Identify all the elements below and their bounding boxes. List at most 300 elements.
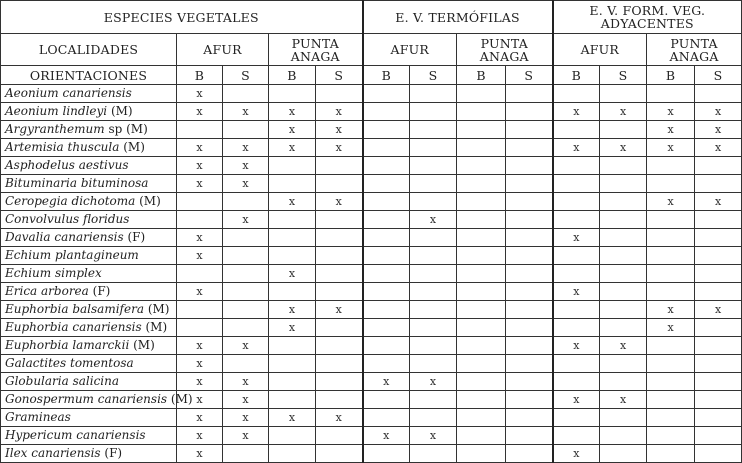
presence-cell: x: [223, 211, 269, 229]
species-binomial: Echium plantagineum: [5, 248, 139, 262]
presence-cell: x: [223, 157, 269, 175]
species-name: [1, 319, 177, 337]
species-binomial: Bituminaria bituminosa: [5, 176, 149, 190]
presence-cell: [457, 229, 506, 247]
presence-cell: [647, 337, 695, 355]
presence-cell: [506, 193, 553, 211]
presence-cell: [647, 175, 695, 193]
presence-cell: [223, 247, 269, 265]
presence-cell: [553, 175, 600, 193]
presence-cell: [695, 409, 742, 427]
species-binomial: Euphorbia balsamifera: [5, 302, 144, 316]
species-name: [1, 247, 177, 265]
header-punta-anaga: [269, 34, 363, 66]
presence-cell: [410, 355, 457, 373]
presence-cell: x: [177, 409, 223, 427]
presence-cell: [457, 193, 506, 211]
species-binomial: Ilex canariensis: [5, 446, 101, 460]
presence-cell: [457, 355, 506, 373]
species-name: [1, 283, 177, 301]
presence-cell: x: [223, 103, 269, 121]
presence-cell: [269, 445, 316, 463]
presence-cell: x: [177, 247, 223, 265]
presence-cell: [506, 139, 553, 157]
presence-cell: x: [695, 301, 742, 319]
presence-cell: [457, 283, 506, 301]
presence-cell: [553, 409, 600, 427]
presence-cell: [269, 175, 316, 193]
presence-cell: [316, 445, 363, 463]
presence-cell: [647, 85, 695, 103]
presence-cell: [316, 373, 363, 391]
presence-cell: x: [553, 103, 600, 121]
presence-cell: [363, 337, 410, 355]
presence-cell: x: [269, 139, 316, 157]
species-name: [1, 157, 177, 175]
presence-cell: [457, 103, 506, 121]
table-row: [1, 319, 742, 337]
presence-cell: x: [177, 373, 223, 391]
presence-cell: [600, 175, 647, 193]
species-binomial: Convolvulus floridus: [5, 212, 130, 226]
presence-cell: x: [223, 373, 269, 391]
presence-cell: x: [410, 427, 457, 445]
presence-cell: x: [177, 391, 223, 409]
presence-cell: [600, 301, 647, 319]
presence-cell: x: [223, 175, 269, 193]
presence-cell: [316, 391, 363, 409]
presence-cell: [553, 121, 600, 139]
presence-cell: [506, 391, 553, 409]
table-row: [1, 373, 742, 391]
table-row: [1, 409, 742, 427]
orientation-s: S: [506, 66, 553, 85]
presence-cell: [506, 355, 553, 373]
presence-cell: [506, 265, 553, 283]
presence-cell: [647, 409, 695, 427]
presence-cell: [506, 301, 553, 319]
presence-cell: x: [316, 193, 363, 211]
presence-cell: [363, 85, 410, 103]
species-binomial: Gramineas: [5, 410, 71, 424]
species-name: [1, 85, 177, 103]
presence-cell: x: [269, 319, 316, 337]
presence-cell: [457, 121, 506, 139]
presence-cell: x: [177, 103, 223, 121]
table-row: [1, 265, 742, 283]
header-form-veg-line2: ADYACENTES: [600, 16, 694, 31]
species-note: (F): [104, 446, 123, 460]
species-note: (M): [145, 320, 168, 334]
presence-cell: [457, 391, 506, 409]
presence-cell: x: [269, 193, 316, 211]
presence-cell: [363, 409, 410, 427]
presence-cell: [600, 229, 647, 247]
presence-cell: x: [177, 157, 223, 175]
presence-cell: [363, 391, 410, 409]
presence-cell: [410, 229, 457, 247]
presence-cell: [695, 265, 742, 283]
presence-cell: [316, 265, 363, 283]
presence-cell: [269, 247, 316, 265]
presence-cell: [316, 283, 363, 301]
species-name: [1, 337, 177, 355]
header-termofilas: E. V. TERMÓFILAS: [363, 1, 553, 34]
presence-cell: [695, 157, 742, 175]
presence-cell: [410, 175, 457, 193]
presence-cell: [269, 391, 316, 409]
table-row: [1, 355, 742, 373]
presence-cell: [363, 355, 410, 373]
presence-cell: [647, 391, 695, 409]
table-row: [1, 139, 742, 157]
presence-cell: [647, 445, 695, 463]
presence-cell: [363, 103, 410, 121]
species-note: sp (M): [108, 122, 148, 136]
presence-cell: [316, 247, 363, 265]
species-name: [1, 193, 177, 211]
presence-cell: x: [647, 319, 695, 337]
presence-cell: [553, 319, 600, 337]
presence-cell: [600, 409, 647, 427]
presence-cell: x: [316, 103, 363, 121]
presence-cell: [647, 427, 695, 445]
presence-cell: [269, 373, 316, 391]
presence-cell: [410, 337, 457, 355]
header-form-veg: [553, 1, 742, 34]
presence-cell: [316, 211, 363, 229]
presence-cell: [457, 301, 506, 319]
presence-cell: [647, 247, 695, 265]
presence-cell: [695, 283, 742, 301]
orientation-s: S: [410, 66, 457, 85]
presence-cell: x: [269, 409, 316, 427]
table-row: [1, 103, 742, 121]
presence-cell: [363, 265, 410, 283]
presence-cell: [223, 445, 269, 463]
presence-cell: [363, 193, 410, 211]
presence-cell: [316, 175, 363, 193]
presence-cell: [600, 445, 647, 463]
presence-cell: [457, 337, 506, 355]
species-name: [1, 355, 177, 373]
species-name: [1, 121, 177, 139]
table-row: [1, 121, 742, 139]
presence-cell: [457, 139, 506, 157]
species-note: (F): [127, 230, 146, 244]
presence-cell: [457, 211, 506, 229]
presence-cell: [223, 121, 269, 139]
presence-cell: x: [553, 445, 600, 463]
header-punta-anaga: [457, 34, 553, 66]
table-row: [1, 283, 742, 301]
presence-cell: [363, 229, 410, 247]
presence-cell: x: [316, 121, 363, 139]
presence-cell: x: [695, 139, 742, 157]
presence-cell: [506, 85, 553, 103]
presence-cell: [506, 427, 553, 445]
header-afur: AFUR: [177, 34, 269, 66]
presence-cell: x: [223, 337, 269, 355]
presence-cell: [410, 409, 457, 427]
presence-cell: [647, 283, 695, 301]
presence-cell: [177, 319, 223, 337]
presence-cell: [316, 85, 363, 103]
presence-cell: [410, 139, 457, 157]
presence-cell: [223, 265, 269, 283]
presence-cell: x: [553, 229, 600, 247]
presence-cell: [553, 265, 600, 283]
species-name: [1, 445, 177, 463]
species-binomial: Erica arborea: [5, 284, 89, 298]
presence-cell: [695, 247, 742, 265]
orientation-b: B: [177, 66, 223, 85]
presence-cell: [410, 265, 457, 283]
presence-cell: [647, 355, 695, 373]
presence-cell: [506, 283, 553, 301]
table-row: [1, 445, 742, 463]
presence-cell: x: [223, 409, 269, 427]
presence-cell: x: [177, 427, 223, 445]
species-binomial: Ceropegia dichotoma: [5, 194, 136, 208]
presence-cell: [410, 121, 457, 139]
presence-cell: [363, 301, 410, 319]
presence-cell: [553, 85, 600, 103]
presence-cell: [506, 445, 553, 463]
presence-cell: x: [410, 373, 457, 391]
orientation-b: B: [457, 66, 506, 85]
presence-cell: x: [269, 265, 316, 283]
presence-cell: [600, 85, 647, 103]
presence-cell: [457, 175, 506, 193]
presence-cell: [600, 193, 647, 211]
presence-cell: [506, 409, 553, 427]
presence-cell: [363, 121, 410, 139]
presence-cell: [177, 193, 223, 211]
presence-cell: [695, 337, 742, 355]
species-binomial: Euphorbia canariensis: [5, 320, 142, 334]
orientation-s: S: [223, 66, 269, 85]
presence-cell: x: [695, 193, 742, 211]
presence-cell: x: [316, 139, 363, 157]
species-binomial: Aeonium lindleyi: [5, 104, 108, 118]
presence-cell: [647, 229, 695, 247]
presence-cell: x: [269, 103, 316, 121]
presence-cell: [363, 283, 410, 301]
presence-cell: [553, 193, 600, 211]
anaga-label: ANAGA: [290, 48, 340, 64]
anaga-label: ANAGA: [669, 48, 719, 64]
presence-cell: [223, 193, 269, 211]
presence-cell: [223, 229, 269, 247]
species-name: [1, 211, 177, 229]
table-row: [1, 175, 742, 193]
species-binomial: Hypericum canariensis: [5, 428, 146, 442]
species-note: (M): [147, 302, 170, 316]
header-localidades: LOCALIDADES: [1, 34, 177, 66]
presence-cell: [269, 355, 316, 373]
presence-cell: [457, 265, 506, 283]
header-especies-vegetales: ESPECIES VEGETALES: [1, 1, 363, 34]
presence-cell: [269, 427, 316, 445]
presence-cell: x: [647, 103, 695, 121]
header-afur: AFUR: [363, 34, 457, 66]
presence-cell: [457, 247, 506, 265]
presence-cell: [363, 247, 410, 265]
presence-cell: [506, 319, 553, 337]
presence-cell: [695, 445, 742, 463]
species-binomial: Artemisia thuscula: [5, 140, 120, 154]
presence-cell: [269, 85, 316, 103]
presence-cell: [647, 157, 695, 175]
presence-cell: [506, 211, 553, 229]
orientation-b: B: [553, 66, 600, 85]
presence-cell: [177, 301, 223, 319]
presence-cell: x: [177, 139, 223, 157]
species-name: [1, 229, 177, 247]
species-binomial: Asphodelus aestivus: [5, 158, 129, 172]
presence-cell: x: [410, 211, 457, 229]
presence-cell: [506, 247, 553, 265]
presence-cell: [316, 157, 363, 175]
orientation-b: B: [363, 66, 410, 85]
presence-cell: x: [600, 337, 647, 355]
presence-cell: [223, 355, 269, 373]
presence-cell: x: [177, 175, 223, 193]
presence-cell: [269, 157, 316, 175]
table-row: [1, 157, 742, 175]
orientation-s: S: [695, 66, 742, 85]
presence-cell: [695, 175, 742, 193]
presence-cell: x: [269, 121, 316, 139]
presence-cell: [316, 229, 363, 247]
species-binomial: Aeonium canariensis: [5, 86, 132, 100]
punta-label: PUNTA: [291, 35, 339, 51]
presence-cell: [316, 337, 363, 355]
presence-cell: x: [177, 445, 223, 463]
species-note: (F): [92, 284, 111, 298]
presence-cell: [506, 229, 553, 247]
species-binomial: Globularia salicina: [5, 374, 120, 388]
presence-cell: [506, 337, 553, 355]
presence-cell: [177, 121, 223, 139]
presence-cell: x: [600, 391, 647, 409]
presence-cell: [269, 229, 316, 247]
presence-cell: [695, 391, 742, 409]
species-binomial: Galactites tomentosa: [5, 356, 134, 370]
presence-cell: [410, 157, 457, 175]
presence-cell: [363, 319, 410, 337]
presence-cell: [410, 103, 457, 121]
species-name: [1, 175, 177, 193]
table-row: [1, 193, 742, 211]
presence-cell: x: [647, 121, 695, 139]
presence-cell: [410, 445, 457, 463]
presence-cell: [223, 319, 269, 337]
presence-cell: [553, 211, 600, 229]
presence-cell: [695, 373, 742, 391]
presence-cell: [553, 157, 600, 175]
presence-cell: x: [553, 283, 600, 301]
species-note: (M): [123, 140, 145, 154]
presence-cell: x: [600, 139, 647, 157]
presence-cell: x: [316, 301, 363, 319]
species-name: [1, 265, 177, 283]
presence-cell: [363, 175, 410, 193]
punta-label: PUNTA: [480, 35, 528, 51]
presence-cell: [506, 157, 553, 175]
punta-label: PUNTA: [670, 35, 718, 51]
presence-cell: [695, 229, 742, 247]
presence-cell: x: [223, 139, 269, 157]
presence-cell: x: [223, 391, 269, 409]
presence-cell: [410, 283, 457, 301]
presence-cell: [410, 301, 457, 319]
presence-cell: x: [695, 121, 742, 139]
presence-cell: x: [177, 283, 223, 301]
header-afur: AFUR: [553, 34, 647, 66]
presence-cell: [600, 373, 647, 391]
presence-cell: [647, 211, 695, 229]
species-name: [1, 391, 193, 409]
presence-cell: [457, 409, 506, 427]
presence-cell: [600, 247, 647, 265]
presence-cell: [647, 373, 695, 391]
presence-cell: x: [647, 301, 695, 319]
presence-cell: x: [695, 103, 742, 121]
species-note: (M): [139, 194, 161, 208]
header-punta-anaga: [647, 34, 742, 66]
presence-cell: x: [177, 337, 223, 355]
presence-cell: x: [177, 85, 223, 103]
presence-cell: [316, 355, 363, 373]
presence-cell: [410, 247, 457, 265]
presence-cell: [600, 319, 647, 337]
presence-cell: [695, 355, 742, 373]
orientation-b: B: [269, 66, 316, 85]
presence-cell: [177, 265, 223, 283]
presence-cell: [695, 427, 742, 445]
species-name: [1, 409, 177, 427]
species-binomial: Euphorbia lamarckii: [5, 338, 130, 352]
presence-cell: [177, 211, 223, 229]
presence-cell: [410, 85, 457, 103]
header-orientaciones: ORIENTACIONES: [1, 66, 177, 85]
presence-cell: [600, 283, 647, 301]
table-row: [1, 229, 742, 247]
presence-cell: [600, 157, 647, 175]
presence-cell: x: [363, 373, 410, 391]
presence-cell: [316, 427, 363, 445]
presence-cell: [269, 337, 316, 355]
presence-cell: x: [553, 391, 600, 409]
presence-cell: [553, 355, 600, 373]
presence-cell: [457, 427, 506, 445]
presence-cell: [457, 373, 506, 391]
presence-cell: x: [316, 409, 363, 427]
presence-cell: x: [177, 355, 223, 373]
presence-cell: [695, 319, 742, 337]
presence-cell: x: [223, 427, 269, 445]
orientation-b: B: [647, 66, 695, 85]
species-note: (M): [133, 338, 155, 352]
presence-cell: [695, 85, 742, 103]
presence-cell: x: [177, 229, 223, 247]
species-name: [1, 373, 177, 391]
presence-cell: [647, 265, 695, 283]
presence-cell: [363, 139, 410, 157]
presence-cell: [600, 265, 647, 283]
